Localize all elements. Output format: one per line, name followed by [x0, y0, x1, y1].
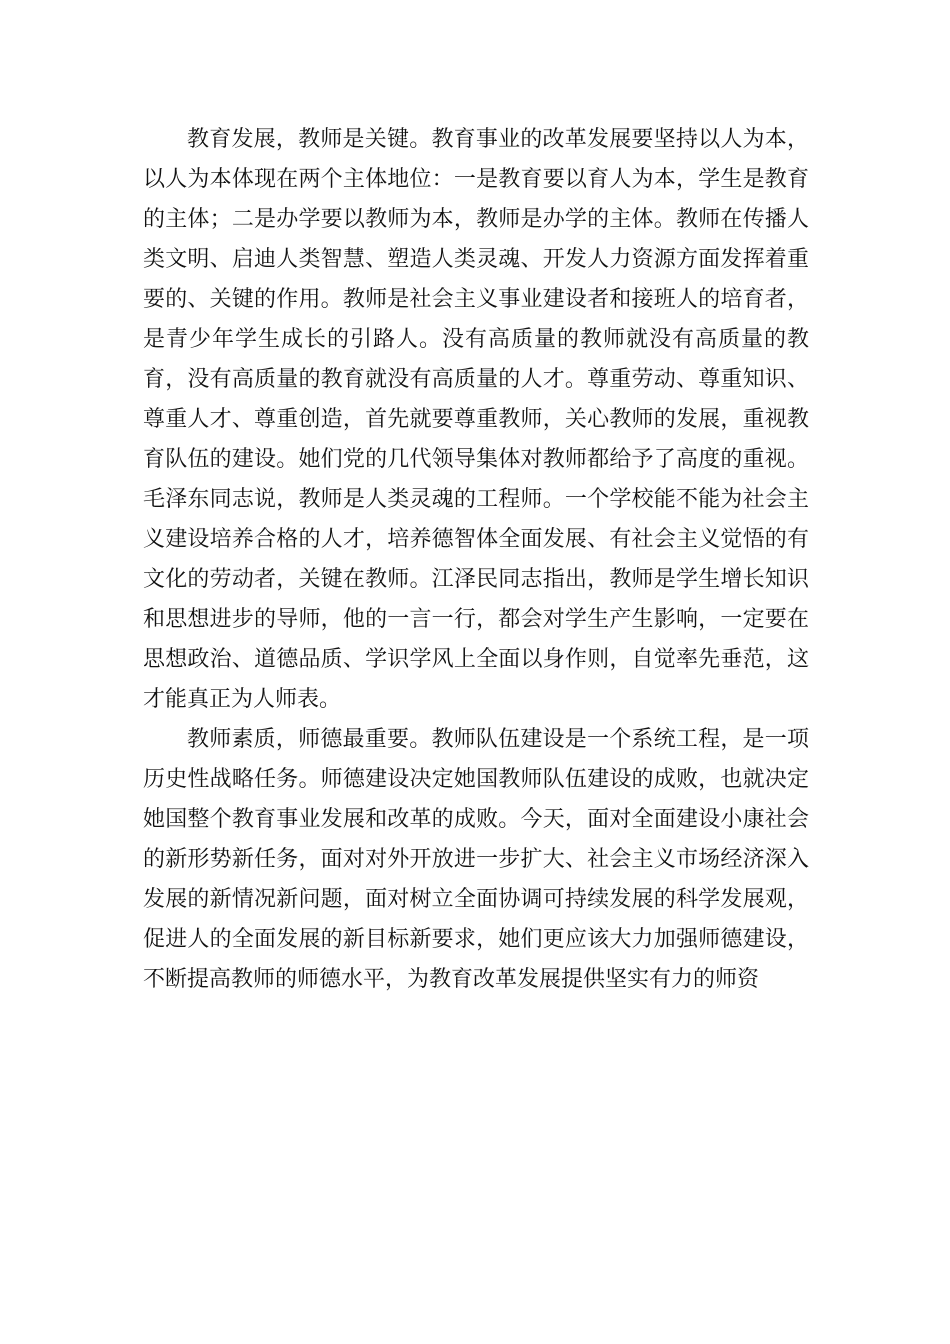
document-body — [143, 120, 809, 1000]
paragraph-1: 教育发展，教师是关键。教育事业的改革发展要坚持以人为本，以人为本体现在两个主体地位：一是教育要以育人为本，学生是教育的主体；二是办学要以教师为本，教师是办学的主体。教师在传播人类文明、启迪人类智慧、塑造人类灵魂、开发人力资源方面发挥着重要的、关键的作用。教师是社会主义事业建设者和接班人的培育者，是青少年学生成长的引路人。没有高质量的教师就没有高质量的教育，没有高质量的教育就没有高质量的人才。尊重劳动、尊重知识、尊重人才、尊重创造，首先就要尊重教师，关心教师的发展，重视教育队伍的建设。她们党的几代领导集体对教师都给予了高度的重视。毛泽东同志说，教师是人类灵魂的工程师。一个学校能不能为社会主义建设培养合格的人才，培养德智体全面发展、有社会主义觉悟的有文化的劳动者，关键在教师。江泽民同志指出，教师是学生增长知识和思想进步的导师，他的一言一行，都会对学生产生影响，一定要在思想政治、道德品质、学识学风上全面以身作则，自觉率先垂范，这才能真正为人师表。 — [143, 127, 809, 712]
paragraph-2: 教师素质，师德最重要。教师队伍建设是一个系统工程，是一项历史性战略任务。师德建设决定她国教师队伍建设的成败，也就决定她国整个教育事业发展和改革的成败。今天，面对全面建设小康社会的新形势新任务，面对对外开放进一步扩大、社会主义市场经济深入发展的新情况新问题，面对树立全面协调可持续发展的科学发展观，促进人的全面发展的新目标新要求，她们更应该大力加强师德建设，不断提高教师的师德水平，为教育改革发展提供坚实有力的师资 — [143, 727, 809, 992]
